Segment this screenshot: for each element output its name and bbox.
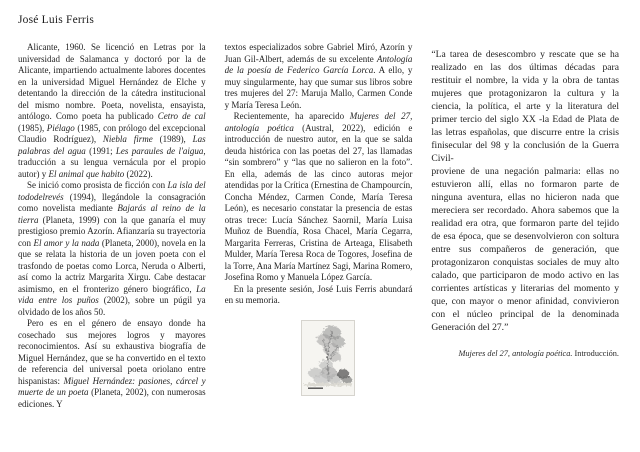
text-segment: (1991; (85, 145, 116, 156)
text-segment: (Planeta, 2002), con numerosas ediciones. Y (18, 387, 206, 409)
text-segment: (Planeta, 1999) con la que ganaría el muy prestigioso premio Azorín. Afianzaría su trayectoria con (18, 214, 206, 248)
italic-text: La isla del tododelrevés (18, 180, 206, 202)
text-segment: , traducción a su lengua vernácula por el propio autor) y (18, 145, 206, 179)
text-segment: Introducción. (572, 349, 620, 358)
italic-text: Mujeres del 27, antología poética (224, 111, 413, 133)
text-segment: (1985), (18, 122, 47, 133)
text-segment: textos especializados sobre Gabriel Miró, Azorín y Juan Gil-Albert, además de su excelente (224, 42, 413, 64)
tree-sketch-image (302, 321, 354, 395)
paragraph (431, 165, 619, 334)
page-title: José Luis Ferris (18, 14, 95, 26)
text-segment: (1985, con prólogo del excepcional Claudio Rodríguez), (18, 122, 206, 144)
paragraph (225, 111, 413, 284)
italic-text: Bajarás al reino de la tierra (18, 203, 206, 225)
book-cover-figure (301, 320, 355, 396)
column-2-text (225, 42, 413, 307)
italic-text: Piélago (46, 122, 75, 133)
italic-text: Mujeres del 27, antología poética. (458, 349, 573, 358)
italic-text: El animal que habito (48, 168, 125, 179)
paragraph (431, 48, 619, 165)
italic-text: El amor y la nada (33, 237, 100, 248)
text-columns (18, 42, 619, 410)
quote-block (431, 48, 619, 334)
paragraph (18, 42, 206, 180)
text-segment: (2002), sobre un púgil ya olvidado de los años 50. (18, 295, 206, 317)
italic-text: La vida entre los puños (18, 283, 206, 305)
text-segment: Pero es en el género de ensayo donde ha cosechado sus mejores logros y mayores reconocimientos. Así su exhaustiva biografía de Miguel Hernández, que se ha convertido en el texto de referencia del universal poeta oriolano entre hispanistas: (18, 318, 206, 386)
text-segment: Se inició como prosista de ficción con (27, 180, 168, 190)
text-segment: . A ello, y muy singularmente, hay que sumar sus libros sobre tres mujeres del 27: Maruja Mallo, Carmen Conde y María Teresa León. (224, 65, 413, 110)
italic-text: Cetro de cal (157, 111, 206, 121)
text-segment: (Planeta, 2000), novela en la que se relata la historia de un joven poeta con el trasfondo de poetas como Lorca, Neruda o Alberti, así como la actriz Margarita Xirgu. Cabe destacar asimismo, en el fronterizo género biográfico, (18, 237, 206, 294)
italic-text: Les paraules de l'aigua (115, 145, 204, 156)
column-2 (225, 42, 413, 410)
italic-text: Antología de la poesía de Federico García Lorca (224, 53, 413, 75)
citation-line (431, 349, 619, 359)
italic-text: Las palabras del agua (18, 134, 206, 156)
paragraph (225, 42, 413, 111)
italic-text: Niebla firme (102, 134, 153, 144)
text-segment: (Austral, 2022), edición e introducción de nuestro autor, en la que se salda deuda histórica con las poetas del 27, las llamadas “sin sombrero” y “las que no salieron en la foto”. En ella, además de las cinco autoras mejor atendidas por la Crítica (Ernestina de Champourcín, Concha Méndez, Carmen Conde, María Teresa León), es necesario constatar la presencia de estas otras trece: Lucía Sánchez Saornil, María Luisa Muñoz de Buendía, Rosa Chacel, María Cegarra, Margarita Ferreras, Cristina de Arteaga, Elisabeth Mulder, María Teresa Roca de Togores, Josefina de la Torre, Ana María Martínez Sagi, Marina Romero, Josefina Romo y Manuela López García. (224, 122, 413, 282)
text-segment: (1994), llegándole la consagración como novelista mediante (18, 191, 206, 213)
column-1 (18, 42, 206, 410)
text-segment: proviene de una negación palmaria: ellas no estuvieron allí, ellas no formaron parte de ninguna aventura, ellas no hicieron nada que mereciera ser recordado. Ahora sabemos que la realidad era otra, que formaron parte del tejido de esa época, que se desenvolvieron con soltura entre sus compañeros de generación, que protagonizaron conquistas sociales de muy alto calado, que participaron de modo activo en las corrientes artísticas y literarias del momento y que, con mayor o menor afinidad, convivieron con el núcleo principal de la denominada Generación del 27.” (431, 166, 620, 333)
text-segment: “La tarea de desescombro y rescate que se ha realizado en las dos últimas décadas para restituir el nombre, la vida y la obra de tantas mujeres que protagonizaron la cultura y la ciencia, la política, el arte y la literatura del primer tercio del siglo XX -la Edad de Plata de las letras españolas, que discurre entre la crisis finisecular del 98 y la conclusión de la Guerra Civil- (431, 49, 620, 164)
paragraph (18, 180, 206, 318)
paragraph (18, 318, 206, 410)
text-segment: En la presente sesión, José Luis Ferris abundará en su memoria. (224, 283, 413, 305)
text-segment: Alicante, 1960. Se licenció en Letras por la universidad de Salamanca y doctoró por la de Alicante, impartiendo actualmente labores docentes en la universidad Miguel Hernández de Elche y detentando la dirección de la cátedra institucional del mismo nombre. Poeta, novelista, ensayista, antólogo. Como poeta ha publicado (18, 42, 206, 121)
italic-text: Miguel Hernández: pasiones, cárcel y muerte de un poeta (18, 375, 206, 397)
text-segment: (1989), (152, 134, 193, 144)
text-segment: (2022). (124, 168, 153, 179)
text-segment: Recientemente, ha aparecido (233, 111, 350, 121)
paragraph (225, 284, 413, 307)
column-3 (431, 42, 619, 410)
